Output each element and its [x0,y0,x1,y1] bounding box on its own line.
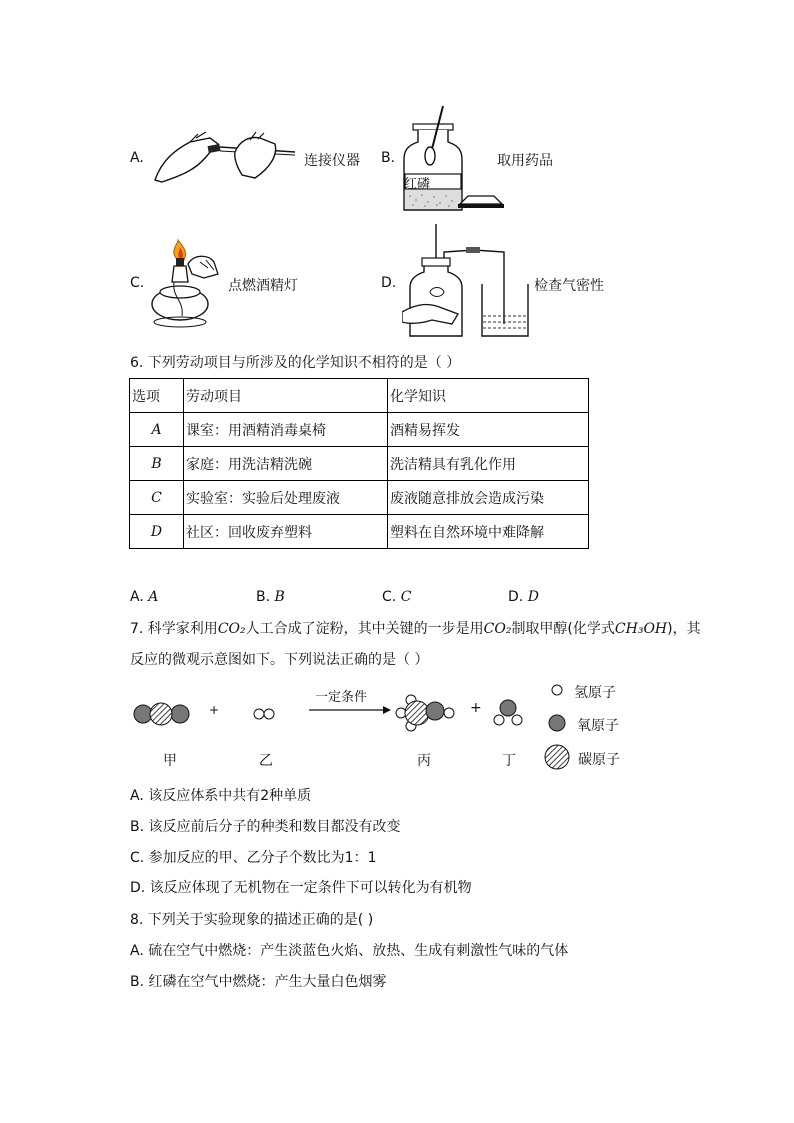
q6-answer-b [256,589,285,605]
table-header-cell: 劳动项目 [184,379,388,413]
table-cell-knowledge: 塑料在自然环境中难降解 [388,515,589,549]
molecule-bing [396,695,454,731]
table-row [130,447,589,481]
table-cell-option: D [130,515,184,549]
plus-sign: + [470,700,482,716]
molecule-ding [494,700,522,725]
table-header-row [130,379,589,413]
molecule-yi [254,709,274,719]
legend-carbon-icon [545,745,569,769]
q6-stem: 6. 下列劳动项目与所涉及的化学知识不相符的是（ ） [130,355,461,371]
formula-co2: CO₂ [483,621,512,637]
q8-option-b: B. 红磷在空气中燃烧：产生大量白色烟雾 [130,974,387,990]
answer-letter: C. [382,589,397,605]
q5-option-a-letter: A. [130,150,144,166]
q6-answer-d [508,589,539,605]
table-cell-labor: 实验室：实验后处理废液 [184,481,388,515]
legend-oxygen-label: 氧原子 [577,718,619,734]
table-row [130,515,589,549]
table-row [130,481,589,515]
legend-hydrogen-label: 氢原子 [574,685,616,701]
connect-apparatus-illustration [150,130,300,185]
table-cell-knowledge: 酒精易挥发 [388,413,589,447]
q6-answer-c [382,589,411,605]
table-cell-labor: 社区：回收废弃塑料 [184,515,388,549]
q6-answer-a [130,589,158,605]
molecule-jia [134,703,189,725]
plus-sign: + [209,703,220,717]
q7-option-c: C. 参加反应的甲、乙分子个数比为1：1 [130,850,377,866]
table-cell-labor: 课室：用酒精消毒桌椅 [184,413,388,447]
q8-option-a: A. 硫在空气中燃烧：产生淡蓝色火焰、放热、生成有刺激性气味的气体 [130,943,569,959]
q7-stem-line1: 7. 科学家利用CO₂人工合成了淀粉，其中关键的一步是用CO₂制取甲醇(化学式CH₃OH)，其 [130,621,701,637]
molecule-name-jia: 甲 [163,753,177,769]
molecule-name-ding: 丁 [502,753,516,769]
answer-value: D [527,589,539,605]
table-cell-knowledge: 废液随意排放会造成污染 [388,481,589,515]
table-row [130,413,589,447]
table-header-cell: 化学知识 [388,379,589,413]
q7-option-a: A. 该反应体系中共有2种单质 [130,788,312,804]
bottle-label: 红磷 [404,177,431,192]
airtightness-check-illustration [402,224,530,344]
table-header-cell: 选项 [130,379,184,413]
q5-option-d-letter: D. [381,275,397,291]
answer-letter: D. [508,589,524,605]
answer-value: A [148,589,159,605]
q5-option-b-letter: B. [381,150,396,166]
answer-value: B [274,589,285,605]
reaction-diagram [125,680,645,780]
reaction-condition: 一定条件 [315,690,368,705]
q7-option-d: D. 该反应体现了无机物在一定条件下可以转化为有机物 [130,880,472,896]
reagent-bottle-spoon-illustration [398,104,508,214]
table-cell-option: B [130,447,184,481]
legend-hydrogen-icon [552,685,562,695]
q6-table [129,378,589,549]
q5-option-b-text: 取用药品 [497,153,553,169]
molecule-name-bing: 丙 [417,753,431,769]
answer-value: C [400,589,412,605]
alcohol-lamp-illustration [148,238,228,330]
q7-option-b: B. 该反应前后分子的种类和数目都没有改变 [130,819,401,835]
molecule-name-yi: 乙 [259,753,273,769]
table-cell-option: A [130,413,184,447]
table-cell-labor: 家庭：用洗洁精洗碗 [184,447,388,481]
q5-option-c-letter: C. [130,275,145,291]
table-cell-knowledge: 洗洁精具有乳化作用 [388,447,589,481]
legend-oxygen-icon [549,715,565,731]
answer-letter: B. [256,589,271,605]
formula-co2: CO₂ [217,621,246,637]
q5-option-d-text: 检查气密性 [534,278,604,294]
table-cell-option: C [130,481,184,515]
q5-option-c-text: 点燃酒精灯 [228,278,298,294]
answer-letter: A. [130,589,144,605]
q5-option-a-text: 连接仪器 [304,153,360,169]
formula-ch3oh: CH₃OH [614,621,668,637]
q7-stem-line2: 反应的微观示意图如下。下列说法正确的是（ ） [130,652,429,668]
legend-carbon-label: 碳原子 [578,752,620,768]
q8-stem: 8. 下列关于实验现象的描述正确的是( ) [130,912,374,928]
